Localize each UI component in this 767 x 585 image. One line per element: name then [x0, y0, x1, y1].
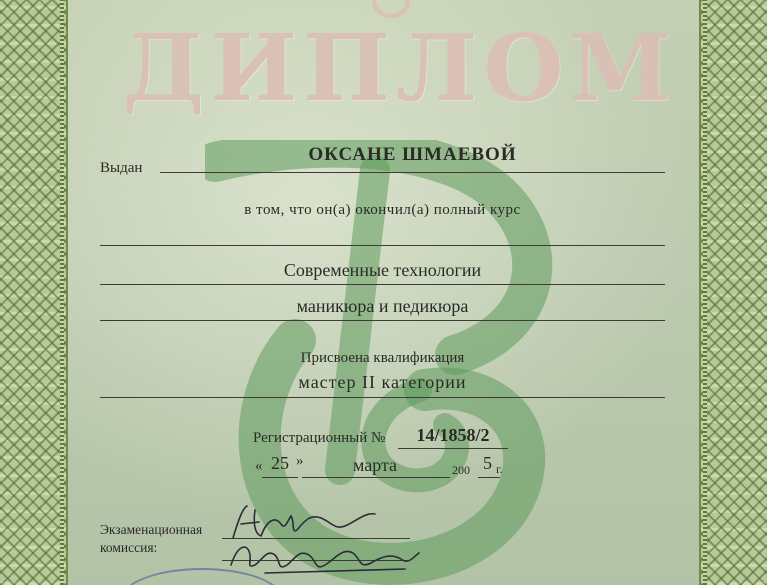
commission-label-line-2: комиссия:	[100, 540, 158, 555]
month-underline	[302, 477, 450, 478]
decorative-border-right	[699, 0, 767, 585]
completion-text: в том, что он(а) окончил(а) полный курс	[244, 202, 521, 218]
day-underline	[262, 477, 298, 478]
commission-label	[100, 521, 202, 557]
registration-number: 14/1858/2	[416, 425, 490, 445]
commission-label-line-1: Экзаменационная	[100, 522, 203, 537]
rule-1	[100, 245, 665, 246]
date-month: марта	[352, 455, 398, 475]
date-day: 25	[271, 453, 289, 473]
recipient-name: ОКСАНЕ ШМАЕВОЙ	[308, 144, 517, 165]
issued-label: Выдан	[100, 160, 143, 176]
rule-4	[100, 397, 665, 398]
date-quote-open: «	[255, 458, 263, 474]
date-year-suffix: 5	[483, 453, 492, 473]
course-line-2: маникюра и педикюра	[296, 296, 469, 316]
qualification-value: мастер II категории	[298, 372, 467, 392]
course-line-1: Современные технологии	[283, 260, 482, 280]
recipient-underline	[160, 172, 665, 173]
year-underline	[478, 477, 500, 478]
date-year-prefix: 200	[452, 463, 470, 477]
qualification-label: Присвоена квалификация	[300, 350, 465, 366]
rule-3	[100, 320, 665, 321]
diploma-title: ДИПЛОМ	[122, 14, 678, 122]
decorative-border-left	[0, 0, 68, 585]
registration-label: Регистрационный №	[253, 430, 386, 446]
date-quote-close: »	[296, 453, 304, 469]
date-year-unit: г.	[496, 462, 503, 476]
rule-2	[100, 284, 665, 285]
registration-underline	[398, 448, 508, 449]
